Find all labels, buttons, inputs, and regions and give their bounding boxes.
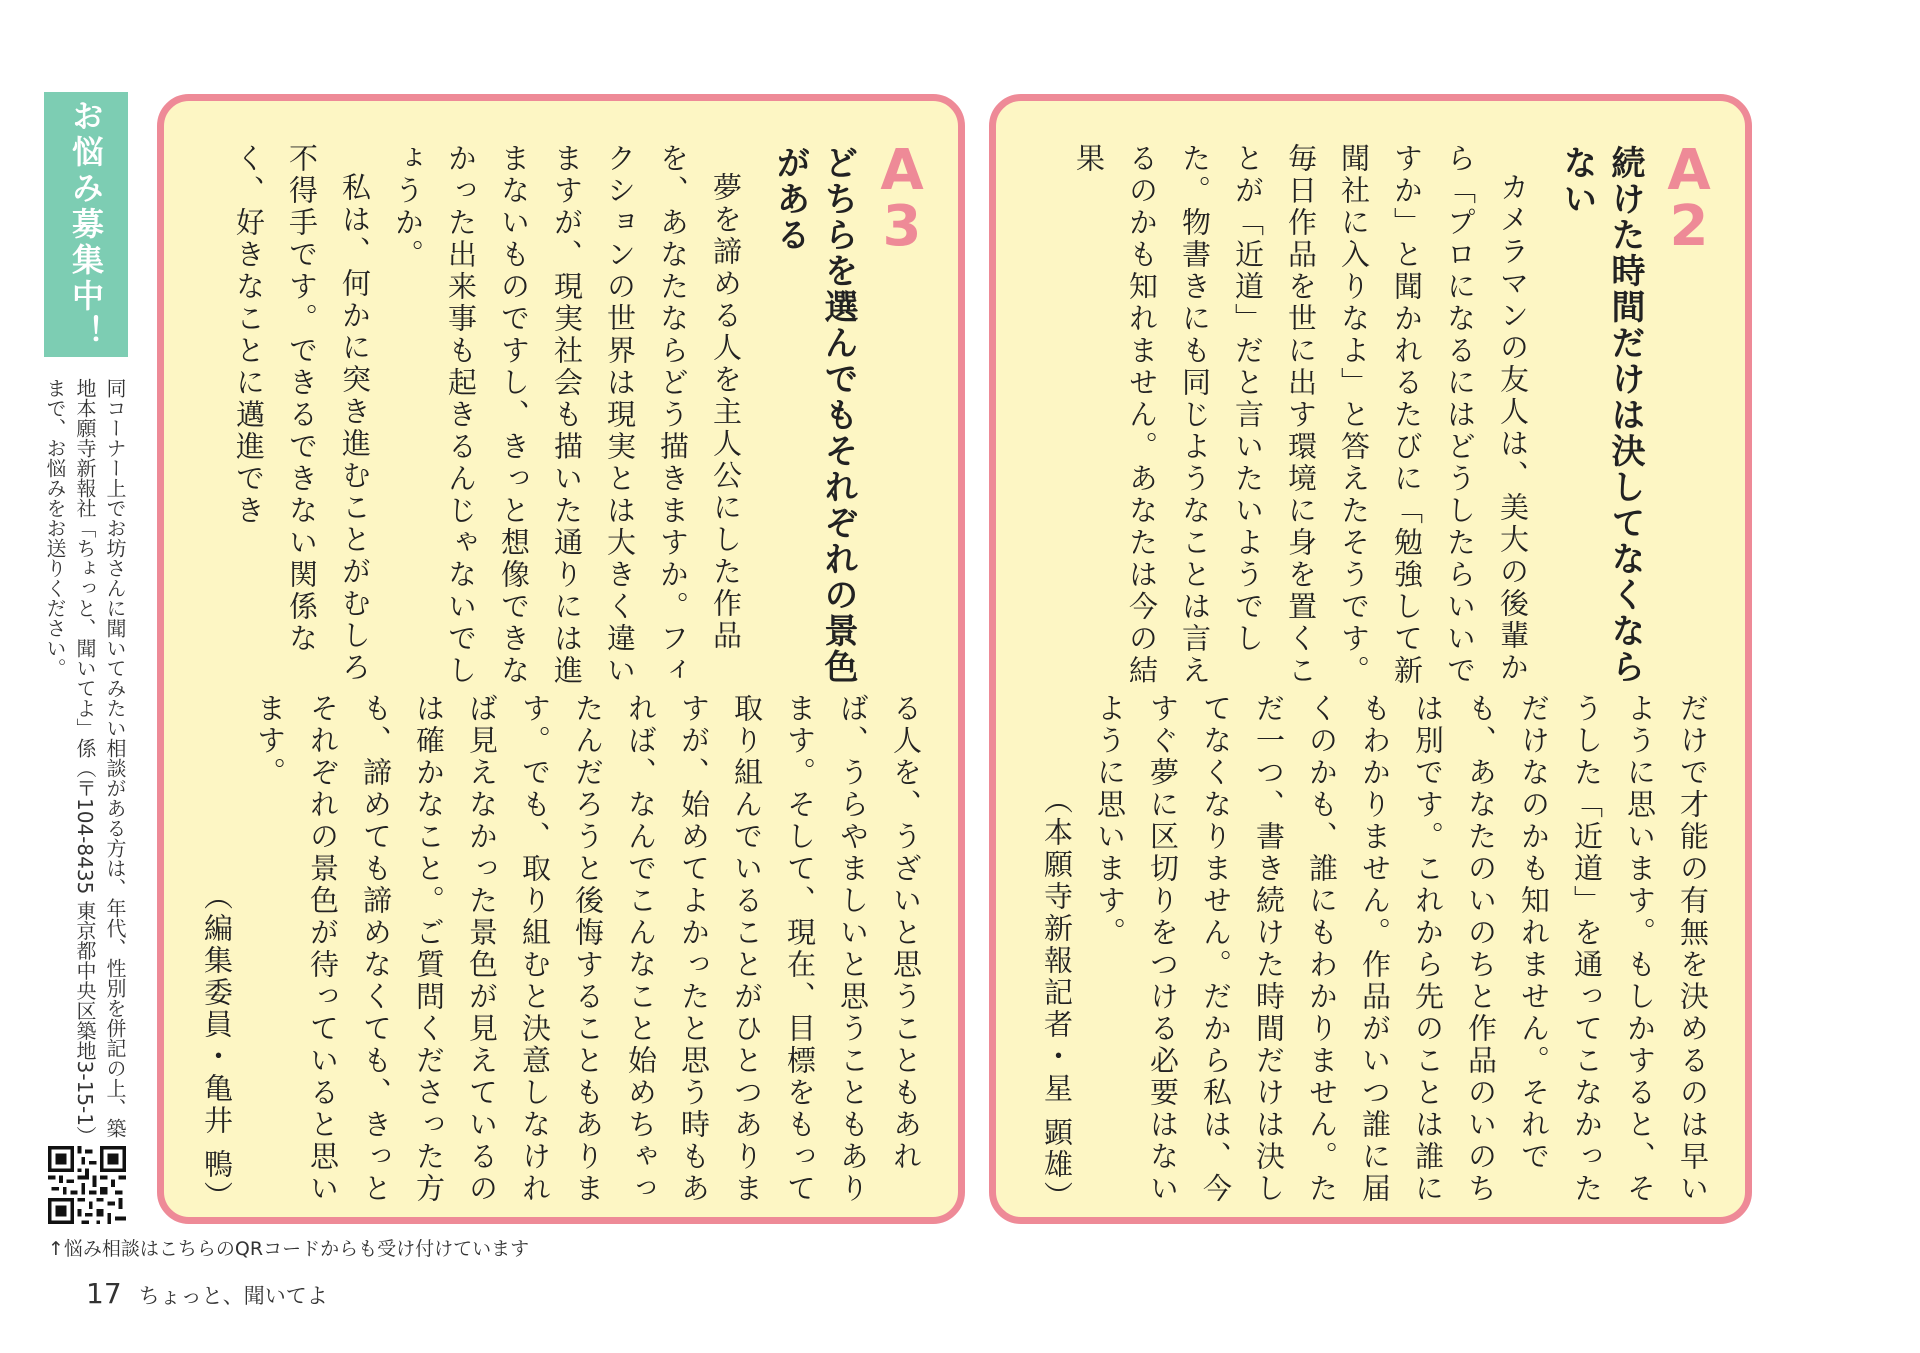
qr-code-icon[interactable]	[48, 1146, 126, 1224]
answer-body-bottom	[1019, 693, 1719, 1213]
recruitment-tab	[44, 92, 128, 357]
recruitment-tab-label: お悩み募集中！	[67, 98, 105, 351]
page-footer	[86, 1277, 328, 1310]
answer-title: どちらを選んでもそれぞれの景色がある	[770, 145, 858, 685]
qr-note: ↑悩み相談はこちらのQRコードからも受け付けています	[48, 1238, 530, 1260]
answer-title: 続けた時間だけは決してなくならない	[1557, 145, 1645, 685]
paragraph: る人を、うざいと思うこともあれば、うらやましいと思うこともあります。そして、現在、目標をもって取り組んでいることがひとつありますが、始めてよかったと思う時もあれば、なんでこんなこと始めちゃったんだろうと後悔することもあります。でも、取り組むと決意しなければ見えなかった景色が見えているのは確かなこと。ご質問くださった方も、諦めても諦めなくても、きっとそれぞれの景色が待っていると思います。	[253, 693, 923, 1205]
answer-body-bottom	[172, 693, 932, 1213]
page-number: 17	[86, 1277, 122, 1310]
paragraph: 夢を諦める人を主人公にした作品を、あなたならどう描きますか。フィクションの世界は現実とは大きく違いますが、現実社会も描いた通りには進まないものですし、きっと想像できなかった出来事も起きるんじゃないでしょうか。	[391, 143, 743, 687]
signature: （編集委員・亀井 鴨）	[200, 880, 234, 1213]
column-title: ちょっと、聞いてよ	[138, 1284, 328, 1308]
submission-info: 同コーナー上でお坊さんに聞いてみたい相談がある方は、年代、性別を併記の上、築地本願寺新報社「ちょっと、聞いてよ」係（〒104‐8435 東京都中央区築地3-15-1）まで、お悩みをお送りください。	[43, 378, 127, 1138]
answer-body-top	[232, 143, 752, 715]
paragraph: 私は、何かに突き進むことがむしろ不得手です。できるできない関係なく、好きなことに邁進でき	[232, 143, 372, 684]
answer-panel-a2	[989, 94, 1752, 1224]
paragraph: だけで才能の有無を決めるのは早いように思います。もしかすると、そうした「近道」を通ってこなかっただけなのかも知れません。それでも、あなたのいのちと作品のいのちは別です。これから先のことは誰にもわかりません。作品がいつ誰に届くのかも、誰にもわかりません。ただ一つ、書き続けた時間だけは決してなくなりません。だから私は、今すぐ夢に区切りをつける必要はないように思います。	[1093, 693, 1710, 1205]
paragraph: カメラマンの友人は、美大の後輩から「プロになるにはどうしたらいいですか」と聞かれるたびに「勉強して新聞社に入りなよ」と答えたそうです。毎日作品を世に出す環境に身を置くことが「近道」だと言いたいようでした。物書きにも同じようなことは言えるのかも知れません。あなたは今の結果	[1072, 143, 1530, 687]
answer-label: A3	[880, 138, 924, 259]
signature: （本願寺新報記者・星 顕雄）	[1040, 784, 1074, 1213]
answer-label: A2	[1667, 138, 1711, 259]
answer-body-top	[1019, 143, 1539, 715]
answer-panel-a3	[157, 94, 965, 1224]
